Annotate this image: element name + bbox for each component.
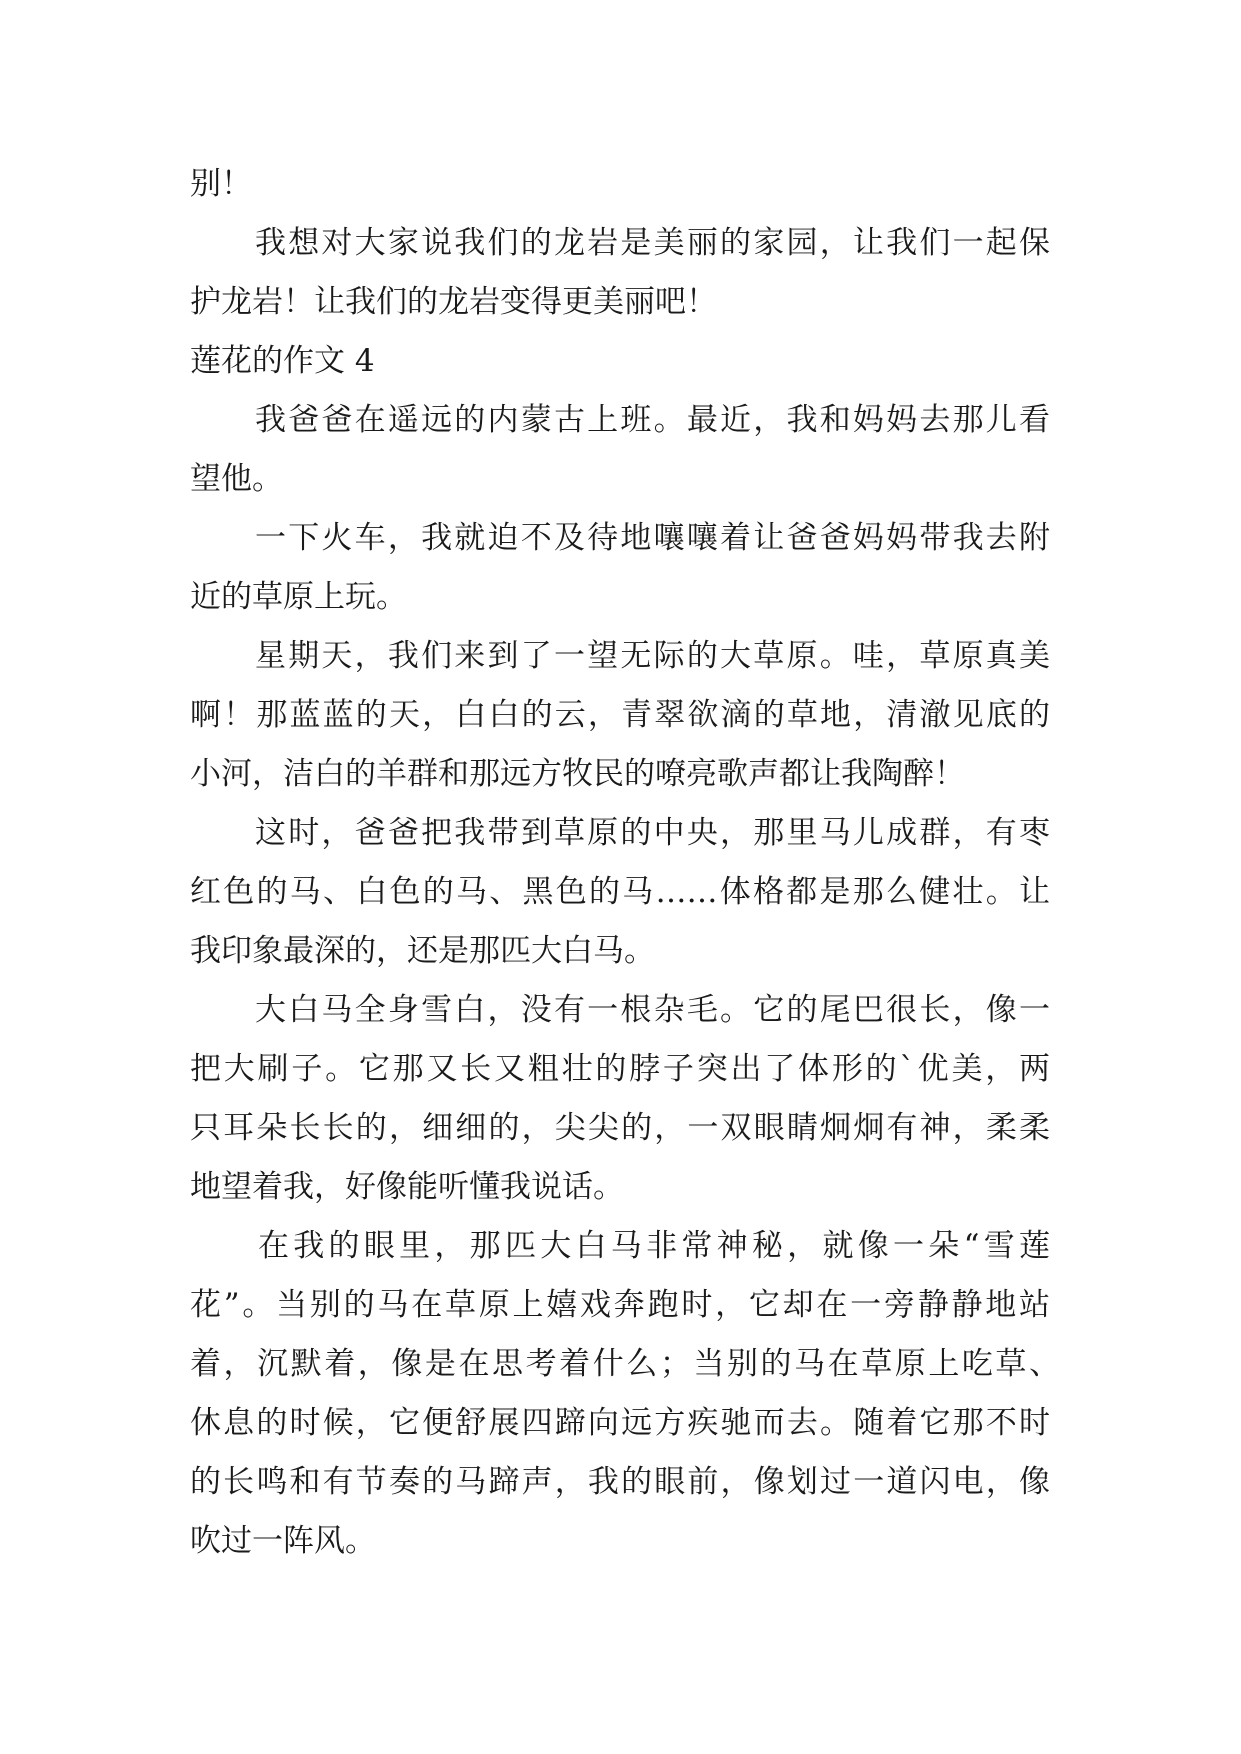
text-line (0, 1275, 1241, 1335)
text-line (0, 567, 1241, 627)
line-text: 护龙岩！让我们的龙岩变得更美丽吧！ (190, 284, 717, 320)
paragraph-first-line (0, 390, 1241, 450)
line-text: 望他。 (190, 461, 283, 497)
text-line (0, 1452, 1241, 1512)
line-text: 在我的眼里，那匹大白马非常神秘，就像一朵“雪莲 (258, 1228, 1050, 1264)
line-text: 大白马全身雪白，没有一根杂毛。它的尾巴很长，像一 (255, 992, 1050, 1028)
line-text: 小河，洁白的羊群和那远方牧民的嘹亮歌声都让我陶醉！ (190, 756, 965, 792)
line-text: 着，沉默着，像是在思考着什么；当别的马在草原上吃草、 (190, 1346, 1060, 1382)
line-text: 啊！那蓝蓝的天，白白的云，青翠欲滴的草地，清澈见底的 (190, 697, 1050, 733)
line-text: 我印象最深的，还是那匹大白马。 (190, 933, 655, 969)
line-text: 红色的马、白色的马、黑色的马……体格都是那么健壮。让 (190, 874, 1050, 910)
text-line (0, 1039, 1241, 1099)
line-text: 花”。当别的马在草原上嬉戏奔跑时，它却在一旁静静地站 (190, 1287, 1050, 1323)
text-line (0, 685, 1241, 745)
line-text: 别！ (190, 166, 252, 202)
text-line (0, 272, 1241, 332)
line-text: 吹过一阵风。 (190, 1523, 376, 1559)
text-line (0, 1334, 1241, 1394)
paragraph-first-line (0, 803, 1241, 863)
line-text: 把大刷子。它那又长又粗壮的脖子突出了体形的`优美，两 (190, 1051, 1050, 1087)
text-line (0, 744, 1241, 804)
paragraph-first-line (0, 508, 1241, 568)
line-text: 近的草原上玩。 (190, 579, 407, 615)
text-line (0, 921, 1241, 981)
paragraph-first-line (0, 980, 1241, 1040)
text-line (0, 1157, 1241, 1217)
line-text: 一下火车，我就迫不及待地嚷嚷着让爸爸妈妈带我去附 (255, 520, 1050, 556)
line-text: 这时，爸爸把我带到草原的中央，那里马儿成群，有枣 (255, 815, 1050, 851)
text-line (0, 449, 1241, 509)
line-text: 只耳朵长长的，细细的，尖尖的，一双眼睛炯炯有神，柔柔 (190, 1110, 1050, 1146)
line-text: 星期天，我们来到了一望无际的大草原。哇，草原真美 (255, 638, 1050, 674)
line-text: 休息的时候，它便舒展四蹄向远方疾驰而去。随着它那不时 (190, 1405, 1050, 1441)
line-text: 地望着我，好像能听懂我说话。 (190, 1169, 624, 1205)
line-text: 我爸爸在遥远的内蒙古上班。最近，我和妈妈去那儿看 (255, 402, 1050, 438)
section-heading (0, 331, 1241, 391)
line-text: 的长鸣和有节奏的马蹄声，我的眼前，像划过一道闪电，像 (190, 1464, 1050, 1500)
paragraph-first-line (0, 626, 1241, 686)
paragraph-first-line (0, 213, 1241, 273)
heading-text: 莲花的作文 4 (190, 343, 375, 379)
line-text: 我想对大家说我们的龙岩是美丽的家园，让我们一起保 (255, 225, 1050, 261)
text-line (0, 154, 1241, 214)
text-line (0, 1511, 1241, 1571)
text-line (0, 1098, 1241, 1158)
paragraph-first-line (0, 1216, 1241, 1276)
text-line (0, 1393, 1241, 1453)
text-line (0, 862, 1241, 922)
